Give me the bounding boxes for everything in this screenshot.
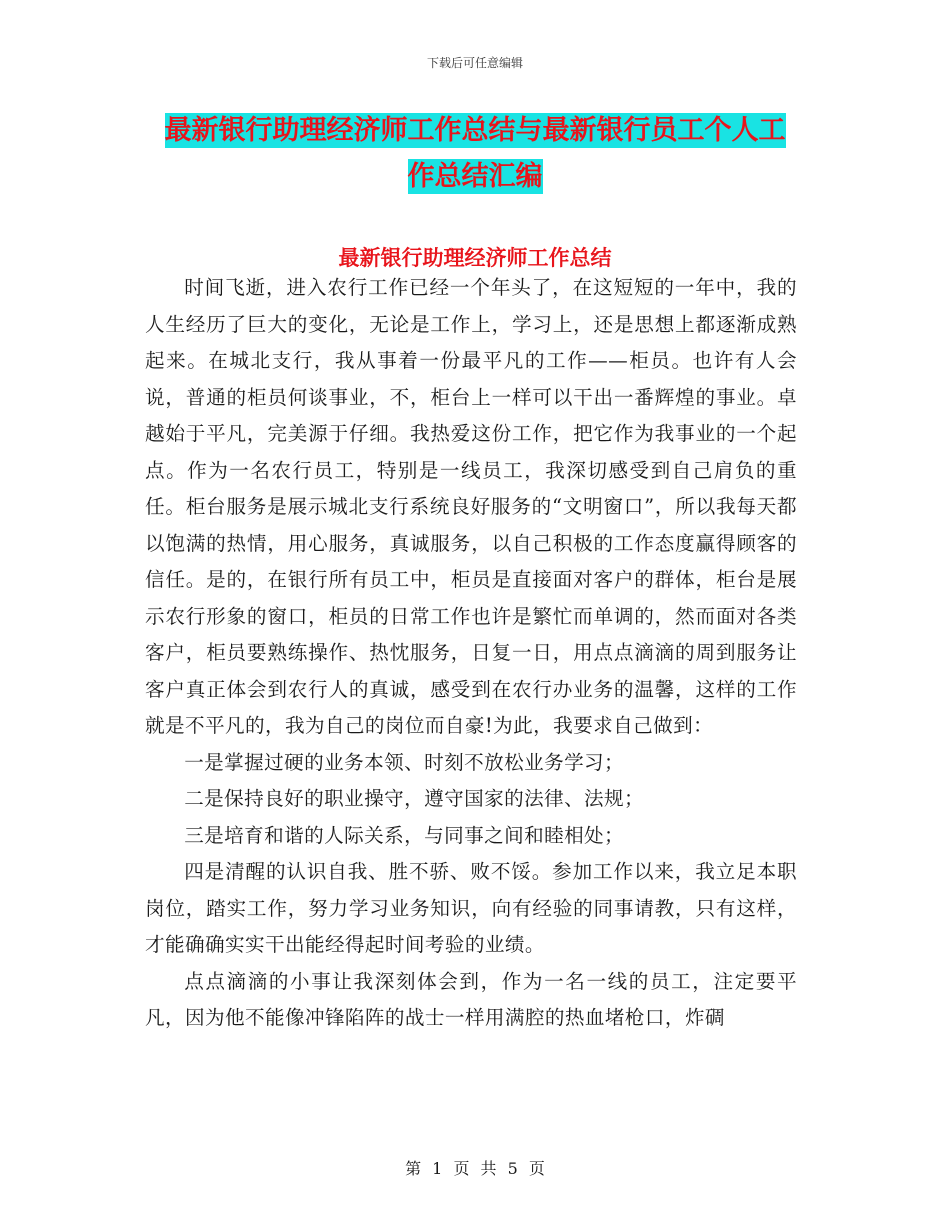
document-title-line-2: 作总结汇编 bbox=[407, 161, 543, 192]
document-title bbox=[100, 108, 850, 200]
page-header-note: 下载后可任意编辑 bbox=[426, 56, 523, 70]
paragraph-item-3: 三是培育和谐的人际关系，与同事之间和睦相处； bbox=[184, 823, 625, 847]
document-title-line-1: 最新银行助理经济师工作总结与最新银行员工个人工 bbox=[164, 115, 786, 146]
document-body bbox=[145, 270, 797, 1037]
section-title: 最新银行助理经济师工作总结 bbox=[338, 245, 612, 270]
paragraph-closing: 点点滴滴的小事让我深刻体会到，作为一名一线的员工，注定要平凡，因为他不能像冲锋陷阵的战士一样用满腔的热血堵枪口，炸碉 bbox=[145, 969, 797, 1029]
paragraph-item-1: 一是掌握过硬的业务本领、时刻不放松业务学习； bbox=[184, 750, 625, 774]
paragraph-intro: 时间飞逝，进入农行工作已经一个年头了，在这短短的一年中，我的人生经历了巨大的变化，无论是工作上，学习上，还是思想上都逐渐成熟起来。在城北支行，我从事着一份最平凡的工作——柜员。也许有人会说，普通的柜员何谈事业，不，柜台上一样可以干出一番辉煌的事业。卓越始于平凡，完美源于仔细。我热爱这份工作，把它作为我事业的一个起点。作为一名农行员工，特别是一线员工，我深切感受到自己肩负的重任。柜台服务是展示城北支行系统良好服务的“文明窗口”，所以我每天都以饱满的热情，用心服务，真诚服务，以自己积极的工作态度赢得顾客的信任。是的，在银行所有员工中，柜员是直接面对客户的群体，柜台是展示农行形象的窗口，柜员的日常工作也许是繁忙而单调的，然而面对各类客户，柜员要熟练操作、热忱服务，日复一日，用点点滴滴的周到服务让客户真正体会到农行人的真诚，感受到在农行办业务的温馨，这样的工作就是不平凡的，我为自己的岗位而自豪!为此，我要求自己做到： bbox=[145, 276, 797, 737]
page-number: 第 1 页 共 5 页 bbox=[405, 1159, 545, 1178]
paragraph-item-4: 四是清醒的认识自我、胜不骄、败不馁。参加工作以来，我立足本职岗位，踏实工作，努力学习业务知识，向有经验的同事请教，只有这样，才能确确实实干出能经得起时间考验的业绩。 bbox=[145, 860, 797, 956]
paragraph-item-2: 二是保持良好的职业操守，遵守国家的法律、法规； bbox=[184, 787, 645, 810]
